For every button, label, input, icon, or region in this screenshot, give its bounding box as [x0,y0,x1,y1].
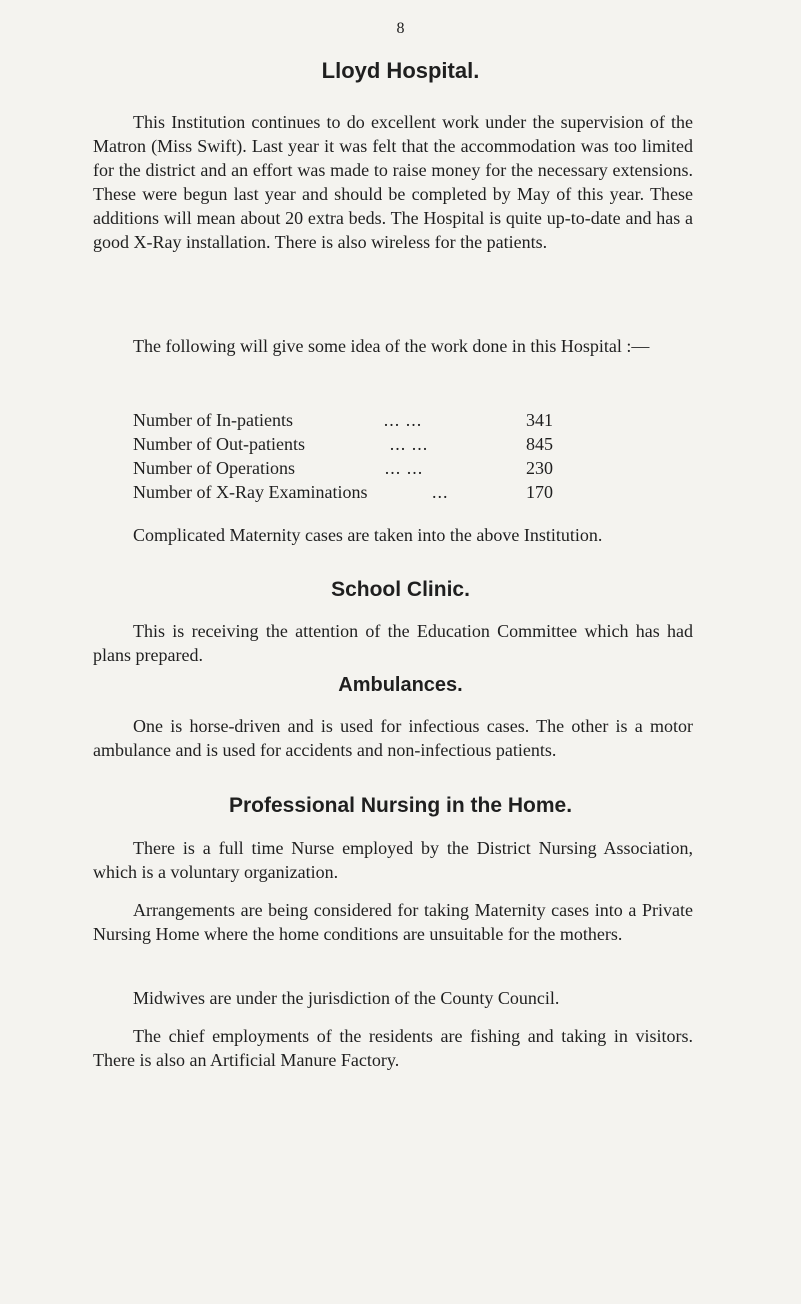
nursing-heading: Professional Nursing in the Home. [228,794,573,817]
stat-value: 170 [525,482,553,502]
page-title: Lloyd Hospital. [321,58,480,83]
stat-value: 230 [526,458,553,478]
stat-label: Number of Operations [133,458,295,478]
ambulances-heading: Ambulances. [338,674,463,696]
nursing-paragraph-1: There is a full time Nurse employed by the District Nursing Association, which is a voluntary organization. [93,838,693,882]
page-number: 8 [396,20,405,37]
stat-row [133,480,553,504]
nursing-paragraph-4: The chief employments of the residents are fishing and taking in visitors. There is also an Artificial Manure Factory. [93,1026,693,1070]
intro-paragraph: This Institution continues to do excellent work under the supervision of the Matron (Miss Swift). Last year it was felt that the accommodation was too limited for the district and an effort was made to raise money for the necessary extensions. These were begun last year and should be completed by May of this year. These additions will mean about 20 extra beds. The Hospital is quite up-to-date and has a good X-Ray installation. There is also wireless for the patients. [93,112,693,252]
stat-label: Number of In-patients [133,410,293,430]
stat-row [133,432,553,456]
stat-dots: ... ... [383,410,423,430]
stat-value: 341 [525,410,553,430]
maternity-paragraph: Complicated Maternity cases are taken into the above Institution. [133,525,603,545]
stat-label: Number of X-Ray Examinations [133,482,368,502]
stats-table [133,408,553,504]
stat-dots: ... ... [384,458,424,478]
stat-row [133,456,553,480]
stat-dots: ... [431,482,449,502]
stat-label: Number of Out-patients [133,434,305,454]
nursing-paragraph-2: Arrangements are being considered for taking Maternity cases into a Private Nursing Home where the home conditions are unsuitable for the mothers. [93,900,693,944]
stat-dots: ... ... [389,434,429,454]
school-clinic-paragraph: This is receiving the attention of the Education Committee which has had plans prepared. [93,621,693,665]
work-intro-paragraph: The following will give some idea of the work done in this Hospital :— [133,336,650,356]
ambulances-paragraph: One is horse-driven and is used for infectious cases. The other is a motor ambulance and is used for accidents and non-infectious patients. [93,716,693,760]
stat-row [133,408,553,432]
nursing-paragraph-3: Midwives are under the jurisdiction of the County Council. [133,988,560,1008]
stat-value: 845 [526,434,553,454]
school-clinic-heading: School Clinic. [331,578,470,601]
